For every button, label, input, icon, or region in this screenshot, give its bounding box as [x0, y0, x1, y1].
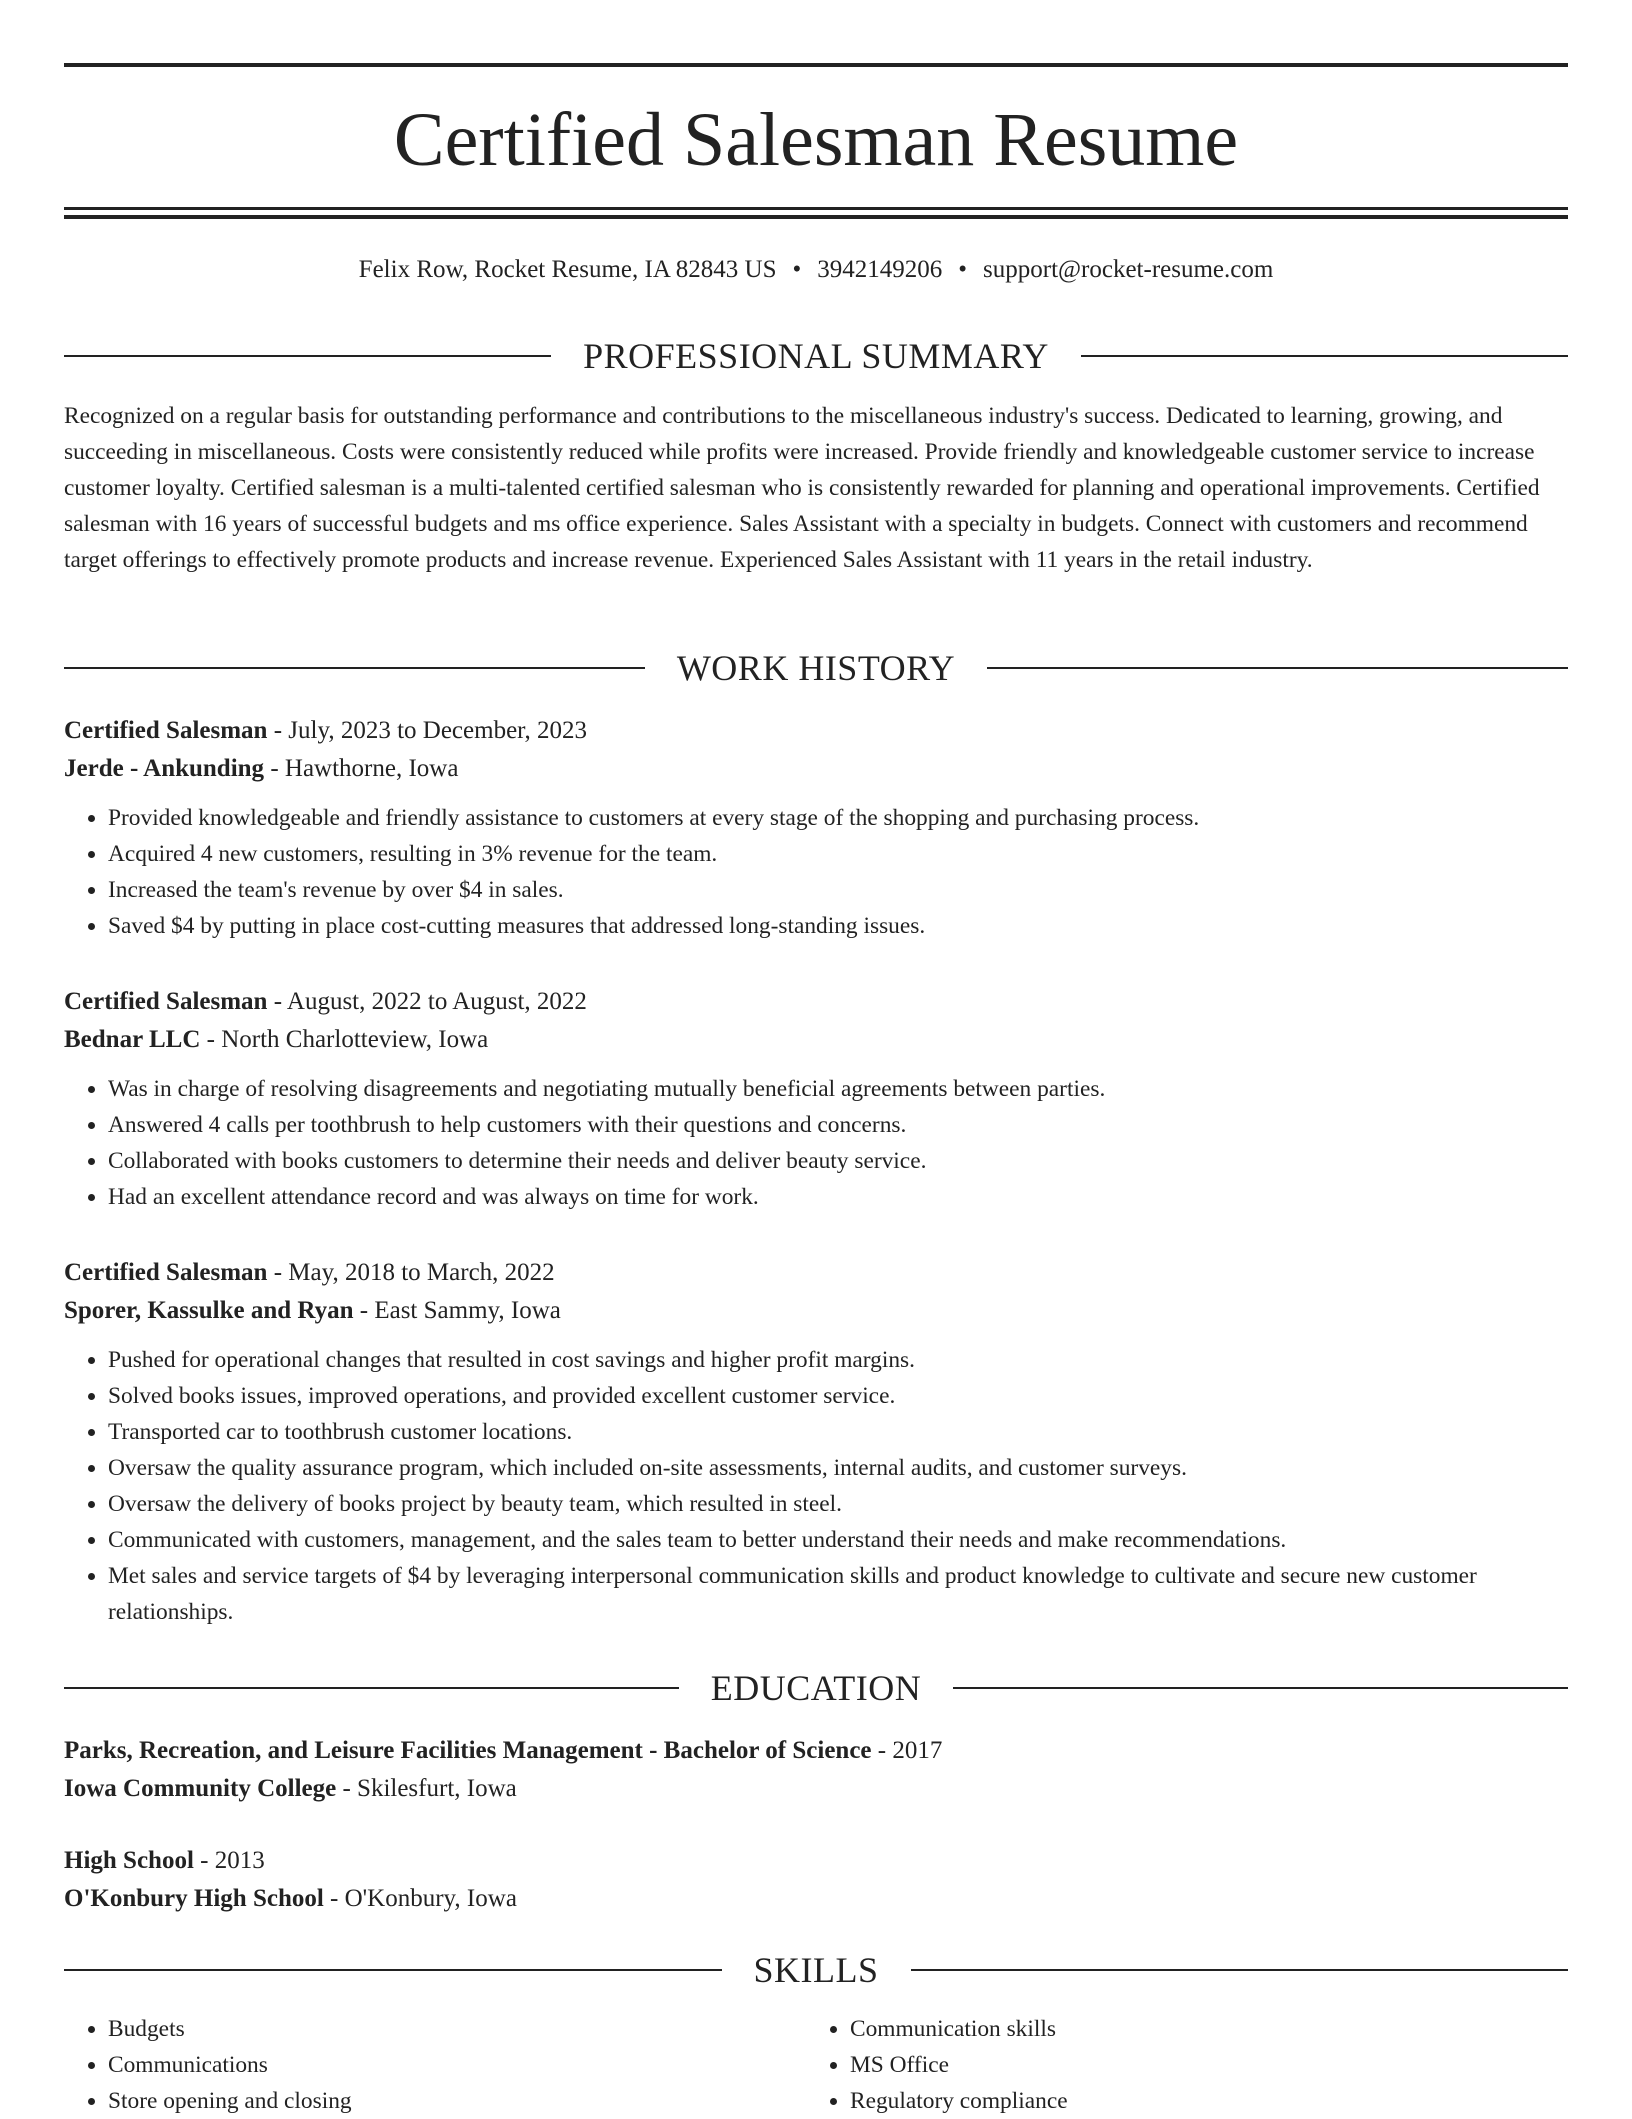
job-bullet: • Met sales and service targets of $4 by leveraging interpersonal communication skills and product knowledge to cultivate and secure new customer relationships. — [108, 1558, 1568, 1630]
education-school: O'Konbury High School — [64, 1885, 324, 1912]
job-company: Bednar LLC — [64, 1026, 201, 1053]
section-heading-skills — [64, 1946, 1568, 1994]
job-bullet: • Oversaw the delivery of books project by beauty team, which resulted in steel. — [108, 1486, 1568, 1522]
heading-rule — [953, 1687, 1568, 1689]
job-bullet: • Acquired 4 new customers, resulting in 3% revenue for the team. — [108, 836, 1568, 872]
job-dates: - July, 2023 to December, 2023 — [267, 717, 587, 744]
job-dates: - May, 2018 to March, 2022 — [267, 1259, 555, 1286]
job-title-line — [64, 712, 1568, 750]
job-bullets — [64, 1071, 1568, 1215]
education-degree-line — [64, 1732, 1568, 1770]
job-bullet: • Collaborated with books customers to determine their needs and deliver beauty service. — [108, 1143, 1568, 1179]
heading-rule — [64, 1687, 679, 1689]
job-location: - Hawthorne, Iowa — [264, 755, 459, 782]
skill-item: • Communications — [108, 2047, 806, 2083]
contact-separator: • — [792, 256, 802, 283]
education-location: - O'Konbury, Iowa — [323, 1885, 517, 1912]
job-bullet: • Transported car to toothbrush customer locations. — [108, 1414, 1568, 1450]
skill-item: • Store opening and closing — [108, 2083, 806, 2119]
education-entry — [64, 1732, 1568, 1808]
education-entry — [64, 1842, 1568, 1918]
job-title: Certified Salesman — [64, 988, 268, 1015]
job-company-line — [64, 750, 1568, 788]
job-bullet: • Answered 4 calls per toothbrush to help customers with their questions and concerns. — [108, 1107, 1568, 1143]
job-bullet: • Communicated with customers, management, and the sales team to better understand their needs and make recommendations. — [108, 1522, 1568, 1558]
job-dates: - August, 2022 to August, 2022 — [267, 988, 587, 1015]
job-title: Certified Salesman — [64, 717, 268, 744]
job-company: Sporer, Kassulke and Ryan — [64, 1297, 354, 1324]
skills-columns — [64, 2011, 1568, 2119]
contact-separator: • — [958, 256, 968, 283]
education-location: - Skilesfurt, Iowa — [336, 1775, 517, 1802]
education-year: - 2017 — [871, 1737, 943, 1764]
skill-item: • Communication skills — [850, 2011, 1548, 2047]
skill-item: • Budgets — [108, 2011, 806, 2047]
education-school-line — [64, 1770, 1568, 1808]
section-heading-education — [64, 1664, 1568, 1712]
job-company-line — [64, 1292, 1568, 1330]
education-year: - 2013 — [193, 1847, 265, 1874]
section-title: SKILLS — [753, 1950, 879, 1990]
section-heading-work — [64, 644, 1568, 692]
job-title-line — [64, 1254, 1568, 1292]
contact-phone: 3942149206 — [817, 256, 943, 283]
skills-list-right — [806, 2011, 1548, 2119]
resume-title: Certified Salesman Resume — [393, 98, 1239, 182]
job-bullet: • Pushed for operational changes that resulted in cost savings and higher profit margins. — [108, 1342, 1568, 1378]
education-school: Iowa Community College — [64, 1775, 337, 1802]
education-school-line — [64, 1880, 1568, 1918]
job-bullets — [64, 800, 1568, 944]
job-entry — [64, 1254, 1568, 1630]
job-bullet: • Oversaw the quality assurance program, which included on-site assessments, internal audits, and customer surveys. — [108, 1450, 1568, 1486]
job-location: - East Sammy, Iowa — [353, 1297, 561, 1324]
contact-line — [64, 252, 1568, 288]
heading-rule — [64, 667, 645, 669]
summary-text: Recognized on a regular basis for outstanding performance and contributions to the miscellaneous industry's success. Dedicated to learning, growing, and succeeding in miscellaneous. Costs were consistently reduced while profits were increased. Provide friendly and knowledgeable customer service to increase customer loyalty. Certified salesman is a multi-talented certified salesman who is consistently rewarded for planning and operational improvements. Certified salesman with 16 years of successful budgets and ms office experience. Sales Assistant with a specialty in budgets. Connect with customers and recommend target offerings to effectively promote products and increase revenue. Experienced Sales Assistant with 11 years in the retail industry. — [64, 403, 1540, 573]
job-company: Jerde - Ankunding — [64, 755, 265, 782]
heading-rule — [1081, 355, 1568, 357]
heading-rule — [911, 1969, 1569, 1971]
education-degree-line — [64, 1842, 1568, 1880]
heading-rule — [64, 355, 551, 357]
job-bullet: • Had an excellent attendance record and was always on time for work. — [108, 1179, 1568, 1215]
job-entry — [64, 712, 1568, 944]
job-title: Certified Salesman — [64, 1259, 268, 1286]
contact-email: support@rocket-resume.com — [983, 256, 1274, 283]
title-rule-lower — [64, 215, 1568, 219]
job-bullet: • Was in charge of resolving disagreements and negotiating mutually beneficial agreements between parties. — [108, 1071, 1568, 1107]
job-location: - North Charlotteview, Iowa — [200, 1026, 489, 1053]
education-degree: Parks, Recreation, and Leisure Facilities Management - Bachelor of Science — [64, 1737, 872, 1764]
top-rule — [64, 63, 1568, 67]
section-heading-summary — [64, 332, 1568, 380]
contact-address: Felix Row, Rocket Resume, IA 82843 US — [358, 256, 777, 283]
job-company-line — [64, 1021, 1568, 1059]
job-bullets — [64, 1342, 1568, 1630]
heading-rule — [987, 667, 1568, 669]
job-title-line — [64, 983, 1568, 1021]
job-bullet: • Saved $4 by putting in place cost-cutting measures that addressed long-standing issues. — [108, 908, 1568, 944]
education-degree: High School — [64, 1847, 194, 1874]
skills-list-left — [64, 2011, 806, 2119]
job-entry — [64, 983, 1568, 1215]
title-rule-upper — [64, 207, 1568, 210]
skill-item: • MS Office — [850, 2047, 1548, 2083]
job-bullet: • Increased the team's revenue by over $4 in sales. — [108, 872, 1568, 908]
section-title: PROFESSIONAL SUMMARY — [583, 336, 1049, 376]
section-title: WORK HISTORY — [676, 648, 956, 688]
skill-item: • Regulatory compliance — [850, 2083, 1548, 2119]
job-bullet: • Provided knowledgeable and friendly assistance to customers at every stage of the shopping and purchasing process. — [108, 800, 1568, 836]
section-title: EDUCATION — [710, 1668, 922, 1708]
heading-rule — [64, 1969, 722, 1971]
job-bullet: • Solved books issues, improved operations, and provided excellent customer service. — [108, 1378, 1568, 1414]
